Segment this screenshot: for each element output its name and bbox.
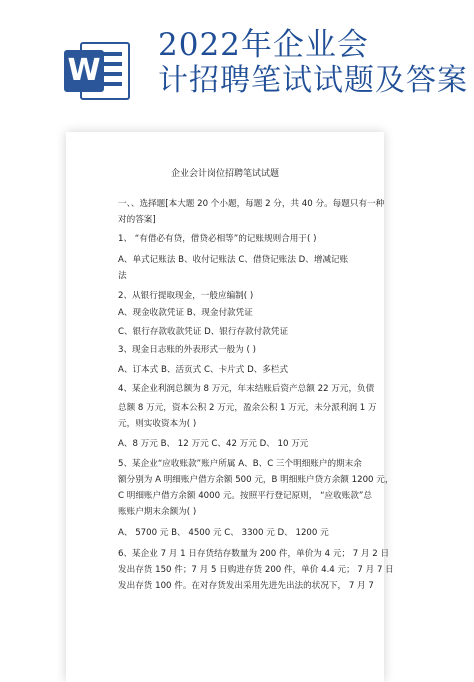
word-document-icon [64,38,132,104]
document-line: A、 5700 元 B、 4500 元 C、 3300 元 D、 1200 元 [118,528,329,538]
word-icon-letter: W [64,50,104,92]
page-title-line1: 2022年企业会 [158,27,369,63]
document-line: 元，则实收资本为( ) [118,419,197,429]
document-line: 账账户期末余额为( ) [118,507,197,517]
document-line: A、现金收款凭证 B、现金付款凭证 [118,308,253,318]
document-line: 发出存货 150 件；7 月 5 日购进存货 200 件，单价 4.4 元； 7 月 7 日 [118,565,394,575]
header-banner [0,0,474,118]
document-line: A、8 万元 B、 12 万元 C、42 万元 D、 10 万元 [118,439,309,449]
document-line: 6、某企业 7 月 1 日存货结存数量为 200 件，单价为 4 元； 7 月 2 日 [118,549,390,559]
document-line: 发出存货 100 件。在对存货发出采用先进先出法的状况下， 7 月 7 [118,581,374,591]
document-title: 企业会计岗位招聘笔试试题 [170,169,279,179]
document-line: 2、从银行提取现金，一般应编制( ) [118,291,254,301]
document-line: 总额 8 万元，资本公积 2 万元，盈余公积 1 万元，未分派利润 1 万 [118,403,377,413]
document-page [66,132,394,682]
document-line: 5、某企业“应收账款”账户所属 A、B、C 三个明细账户的期末余 [118,459,362,469]
document-line: 3、现金日志账的外表形式一般为 ( ) [118,345,256,355]
document-line: 4、某企业利润总额为 8 万元，年末结账后资产总额 22 万元，负债 [118,384,375,394]
document-line: C 明细账户借方余额 4000 元。按照平行登记原则， “应收账款”总 [118,491,372,501]
document-line: 法 [118,271,127,281]
document-line: 额分别为 A 明细账户借方余额 500 元，B 明细账户贷方余额 1200 元， [118,475,394,485]
document-line: A、订本式 B、活页式 C、卡片式 D、多栏式 [118,365,289,375]
page-title-line2: 计招聘笔试试题及答案 [158,63,468,98]
document-line: 1、 “有借必有贷，借贷必相等”的记账规则合用于( ) [118,234,317,244]
document-line: 一、、选择题[本大题 20 个小题，每题 2 分，共 40 分。每题只有一种 [118,199,385,209]
document-line: A、单式记账法 B、收付记账法 C、借贷记账法 D、增减记账 [118,255,349,265]
document-line: 对的答案] [118,215,156,225]
document-line: C、银行存款收款凭证 D、银行存款付款凭证 [118,327,289,337]
